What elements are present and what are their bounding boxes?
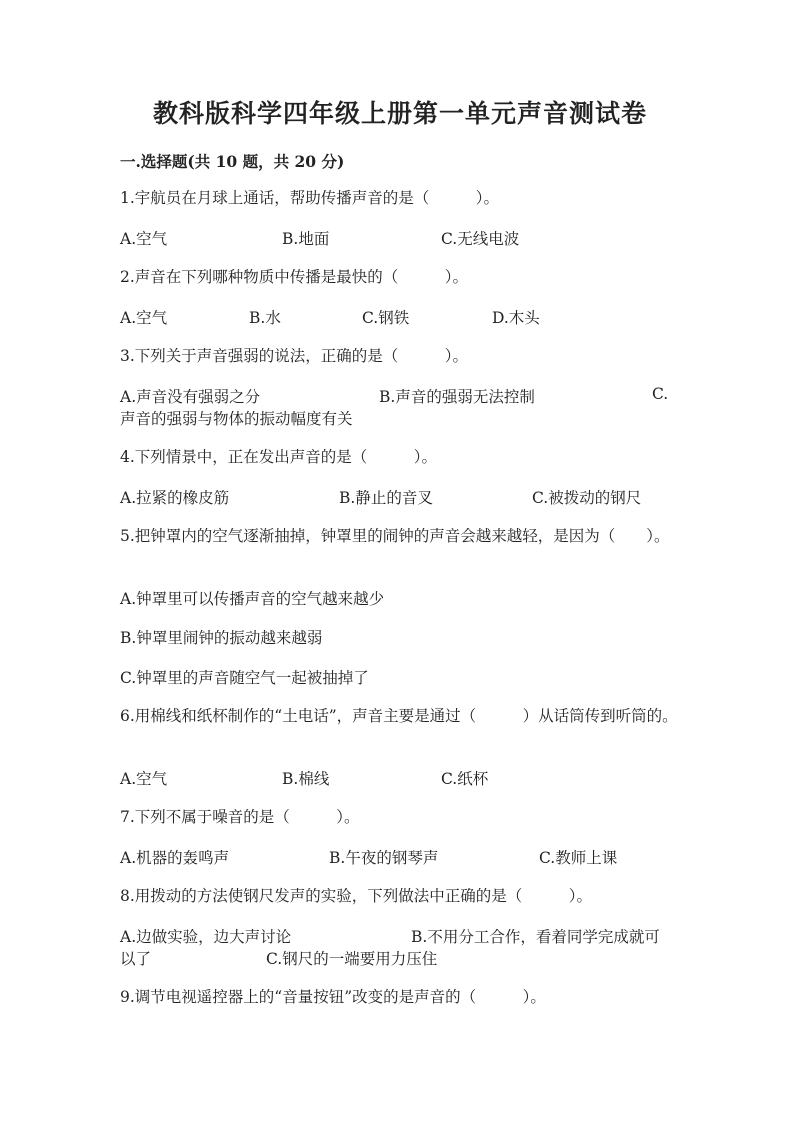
q7-option-b: B.午夜的钢琴声 xyxy=(329,849,439,867)
q2-option-b: B.水 xyxy=(249,309,281,327)
q8-option-b-cont: 以了 xyxy=(120,950,152,968)
question-2: 2.声音在下列哪种物质中传播是最快的（ ）。 xyxy=(120,268,469,286)
q8-option-a: A.边做实验，边大声讨论 xyxy=(120,928,292,946)
q3-option-b: B.声音的强弱无法控制 xyxy=(379,388,535,406)
question-4: 4.下列情景中，正在发出声音的是（ ）。 xyxy=(120,448,438,466)
q8-option-b: B.不用分工合作，看着同学完成就可 xyxy=(411,928,660,946)
question-9: 9.调节电视遥控器上的“音量按钮”改变的是声音的（ ）。 xyxy=(120,988,546,1006)
q5-option-c: C.钟罩里的声音随空气一起被抽掉了 xyxy=(120,669,369,687)
question-6: 6.用棉线和纸杯制作的“土电话”，声音主要是通过（ ）从话筒传到听筒的。 xyxy=(120,707,678,725)
q6-option-a: A.空气 xyxy=(120,770,168,788)
page-title: 教科版科学四年级上册第一单元声音测试卷 xyxy=(152,99,647,128)
q1-option-a: A.空气 xyxy=(120,230,168,248)
q8-option-c: C.钢尺的一端要用力压住 xyxy=(266,950,438,968)
q1-option-b: B.地面 xyxy=(282,230,330,248)
section-heading: 一.选择题(共 10 题，共 20 分) xyxy=(120,152,345,171)
q3-option-c-label: C. xyxy=(652,385,669,403)
q4-option-c: C.被拨动的钢尺 xyxy=(532,489,642,507)
q7-option-c: C.教师上课 xyxy=(539,849,618,867)
q2-option-c: C.钢铁 xyxy=(362,309,410,327)
question-7: 7.下列不属于噪音的是（ ）。 xyxy=(120,808,360,826)
question-3: 3.下列关于声音强弱的说法，正确的是（ ）。 xyxy=(120,347,469,365)
question-5: 5.把钟罩内的空气逐渐抽掉，钟罩里的闹钟的声音会越来越轻，是因为（ ）。 xyxy=(120,527,670,545)
q4-option-b: B.静止的音叉 xyxy=(339,489,433,507)
q7-option-a: A.机器的轰鸣声 xyxy=(120,849,230,867)
q3-option-a: A.声音没有强弱之分 xyxy=(120,388,261,406)
q5-option-b: B.钟罩里闹钟的振动越来越弱 xyxy=(120,629,323,647)
q1-option-c: C.无线电波 xyxy=(441,230,520,248)
q5-option-a: A.钟罩里可以传播声音的空气越来越少 xyxy=(120,590,385,608)
q6-option-c: C.纸杯 xyxy=(441,770,489,788)
q6-option-b: B.棉线 xyxy=(282,770,330,788)
q2-option-a: A.空气 xyxy=(120,309,168,327)
q3-option-c-text: 声音的强弱与物体的振动幅度有关 xyxy=(120,410,353,428)
question-8: 8.用拨动的方法使钢尺发声的实验，下列做法中正确的是（ ）。 xyxy=(120,887,593,905)
question-1: 1.宇航员在月球上通话，帮助传播声音的是（ ）。 xyxy=(120,189,500,207)
q4-option-a: A.拉紧的橡皮筋 xyxy=(120,489,230,507)
q2-option-d: D.木头 xyxy=(492,309,540,327)
